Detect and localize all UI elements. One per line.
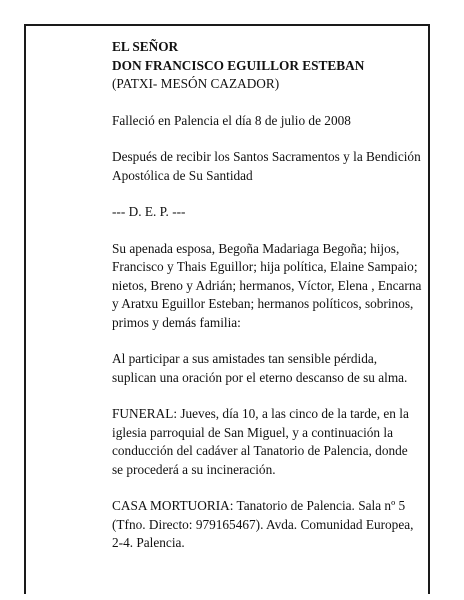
frame-top-border [24,24,430,26]
funeral-info: FUNERAL: Jueves, día 10, a las cinco de la tarde, en la iglesia parroquial de San Miguel, y a continuación la conducción del cadáver al Tanatorio de Palencia, donde se procederá a su incineración. [112,406,409,477]
family-text: Su apenada esposa, Begoña Madariaga Begoña; hijos, Francisco y Thais Eguillor; hija política, Elaine Sampaio; nietos, Breno y Adrián; hermanos, Víctor, Elena , Encarna y Aratxu Eguillor Esteban; hermanos políticos, sobrinos, primos y demás familia: [112,240,422,330]
prayer-request: Al participar a sus amistades tan sensible pérdida, suplican una oración por el eterno descanso de su alma. [112,351,408,385]
mortuary-info: CASA MORTUORIA: Tanatorio de Palencia. Sala nº 5 (Tfno. Directo: 979165467). Avda. Comunidad Europea, 2-4. Palencia. [112,498,414,550]
obituary-text [112,38,422,571]
deceased-nickname: (PATXI- MESÓN CAZADOR) [112,76,280,91]
deceased-name: DON FRANCISCO EGUILLOR ESTEBAN [112,57,365,73]
rip-line: --- D. E. P. --- [112,204,186,219]
title-line: EL SEÑOR [112,39,179,54]
sacraments-text: Después de recibir los Santos Sacramentos y la Bendición Apostólica de Su Santidad [112,149,421,183]
frame-left-border [24,24,26,594]
deceased-header [112,38,422,94]
frame-right-border [428,24,430,594]
death-notice: Falleció en Palencia el día 8 de julio de 2008 [112,112,351,128]
